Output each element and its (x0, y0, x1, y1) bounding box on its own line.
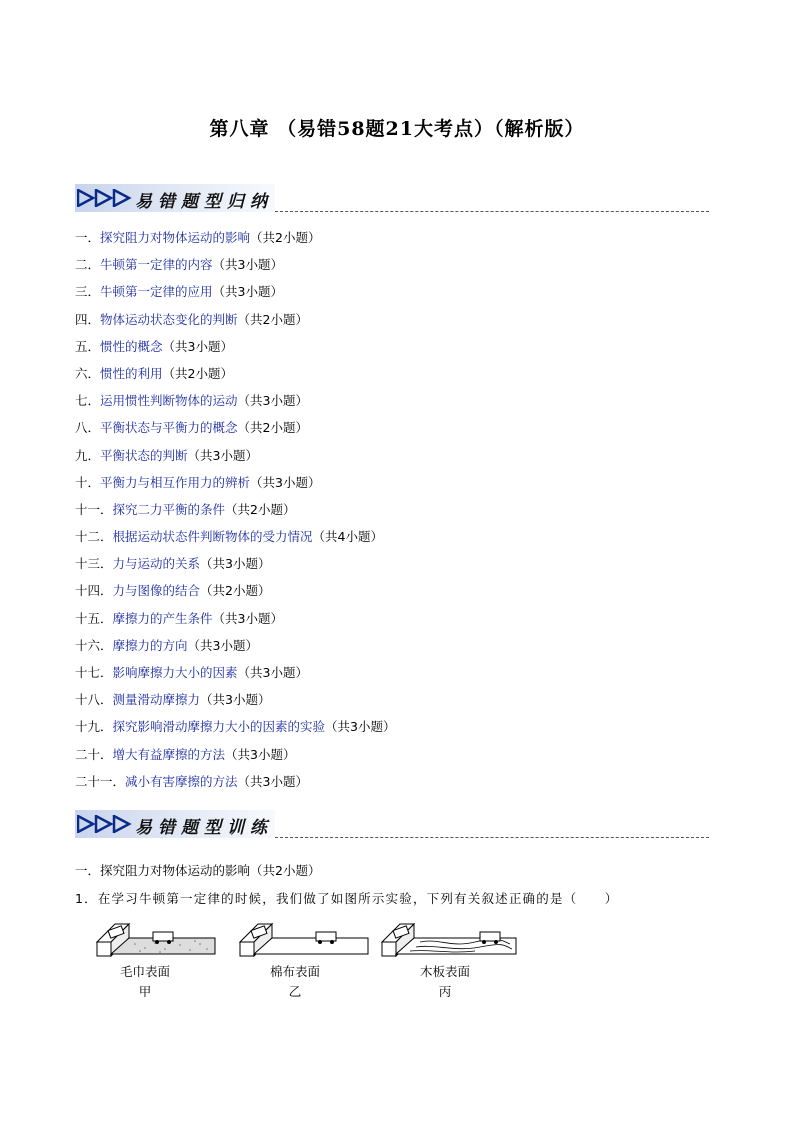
toc-item-num: 十四． (75, 583, 113, 599)
toc-item-text: 平衡力与相互作用力的辨析 (100, 474, 251, 490)
toc-item (75, 664, 395, 691)
toc-item-count: （共3小题） (250, 474, 321, 490)
banner-summary-label: 易错题型归纳 (135, 192, 273, 212)
toc-item (75, 447, 395, 474)
toc-item-count: （共3小题） (225, 746, 296, 762)
banner-summary (75, 184, 709, 218)
figure-3-label: 丙 (438, 984, 452, 999)
toc-item-num: 十三． (75, 556, 113, 572)
toc-item-text: 平衡状态的判断 (100, 447, 188, 463)
toc-item-num: 十八． (75, 692, 113, 708)
toc-list (75, 229, 395, 800)
toc-item (75, 365, 395, 392)
toc-item-num: 十一． (75, 501, 113, 517)
toc-item (75, 746, 395, 773)
divider (275, 211, 709, 212)
toc-item-count: （共2小题） (200, 583, 271, 599)
toc-item-count: （共2小题） (225, 501, 296, 517)
toc-item-num: 八． (75, 420, 101, 436)
toc-item-count: （共3小题） (200, 692, 271, 708)
question-1: 1．在学习牛顿第一定律的时候，我们做了如图所示实验，下列有关叙述正确的是（ ） (75, 891, 619, 906)
toc-item-text: 探究二力平衡的条件 (112, 501, 226, 517)
toc-item-count: （共3小题） (237, 393, 308, 409)
toc-item-num: 二十一． (75, 773, 126, 789)
toc-item-num: 四． (75, 311, 101, 327)
triple-arrow-icon (77, 815, 133, 833)
toc-item-text: 惯性的利用 (100, 365, 163, 381)
toc-item-count: （共3小题） (237, 665, 308, 680)
toc-item (75, 555, 395, 582)
toc-item-num: 二十． (75, 746, 113, 762)
toc-item-num: 十九． (75, 719, 113, 735)
banner-training-label: 易错题型训练 (135, 818, 273, 838)
toc-item-num: 二． (75, 257, 101, 273)
toc-item-text: 运用惯性判断物体的运动 (100, 393, 238, 409)
toc-item (75, 311, 395, 338)
toc-item-text: 探究阻力对物体运动的影响 (100, 230, 251, 245)
figure-1-surface: 毛巾表面 (119, 964, 170, 979)
toc-item-num: 十五． (75, 610, 113, 626)
toc-item-num: 一． (75, 230, 101, 245)
toc-item-count: （共3小题） (212, 284, 283, 300)
toc-item-count: （共3小题） (162, 338, 233, 354)
toc-item-num: 十六． (75, 637, 113, 653)
figure-2-surface: 棉布表面 (269, 964, 320, 979)
toc-item-count: （共2小题） (162, 365, 233, 381)
toc-item-num: 七． (75, 393, 101, 409)
toc-item-count: （共2小题） (237, 311, 308, 327)
toc-item (75, 419, 395, 446)
banner-training (75, 810, 709, 844)
towel-ramp-figure (95, 920, 220, 960)
triple-arrow-icon (77, 189, 133, 207)
toc-item (75, 283, 395, 310)
toc-item-num: 三． (75, 284, 101, 300)
divider (275, 837, 709, 838)
toc-item-num: 九． (75, 447, 101, 463)
toc-item (75, 229, 395, 256)
toc-item-text: 增大有益摩擦的方法 (112, 746, 226, 762)
toc-item (75, 474, 395, 501)
toc-item-text: 减小有害摩擦的方法 (125, 773, 238, 789)
cotton-ramp-figure (238, 920, 373, 960)
toc-item-text: 物体运动状态变化的判断 (100, 311, 238, 327)
figure-3-surface: 木板表面 (419, 964, 470, 979)
toc-item-count: （共3小题） (187, 447, 258, 463)
toc-item-count: （共2小题） (250, 230, 321, 245)
toc-item (75, 637, 395, 664)
toc-item-text: 摩擦力的产生条件 (112, 610, 213, 626)
figure-2-label: 乙 (288, 984, 302, 999)
toc-item-num: 五． (75, 338, 101, 354)
toc-item (75, 718, 395, 745)
toc-item (75, 338, 395, 365)
toc-item-num: 十二． (75, 529, 113, 545)
toc-item (75, 691, 395, 718)
toc-item-count: （共3小题） (187, 637, 258, 653)
toc-item (75, 256, 395, 283)
toc-item (75, 773, 395, 800)
toc-item-count: （共4小题） (312, 529, 383, 545)
toc-item (75, 528, 395, 555)
toc-item-text: 力与图像的结合 (112, 583, 201, 599)
toc-item-text: 探究影响滑动摩擦力大小的因素的实验 (112, 719, 326, 735)
toc-item-text: 摩擦力的方向 (112, 637, 188, 653)
toc-item-count: （共3小题） (237, 773, 308, 789)
toc-item-text: 惯性的概念 (100, 338, 163, 354)
toc-item-text: 根据运动状态件判断物体的受力情况 (112, 529, 313, 545)
toc-item-count: （共2小题） (237, 420, 308, 436)
toc-item-num: 六． (75, 365, 101, 381)
toc-item-text: 平衡状态与平衡力的概念 (100, 420, 238, 436)
toc-item-num: 十七． (75, 665, 113, 680)
section-heading: 一．探究阻力对物体运动的影响（共2小题） (75, 863, 321, 878)
page-title: 第八章 （易错58题21大考点）（解析版） (209, 118, 585, 140)
toc-item-text: 牛顿第一定律的内容 (100, 257, 213, 273)
toc-item-count: （共3小题） (325, 719, 396, 735)
figure-1-label: 甲 (138, 984, 152, 999)
toc-item-count: （共3小题） (200, 556, 271, 572)
toc-item-count: （共3小题） (212, 610, 283, 626)
wood-ramp-figure (380, 920, 520, 960)
toc-item-count: （共3小题） (212, 257, 283, 273)
toc-item (75, 610, 395, 637)
toc-item-text: 力与运动的关系 (112, 556, 201, 572)
toc-item (75, 582, 395, 609)
toc-item (75, 392, 395, 419)
toc-item-text: 影响摩擦力大小的因素 (112, 665, 238, 680)
toc-item-text: 测量滑动摩擦力 (112, 692, 201, 708)
toc-item (75, 501, 395, 528)
toc-item-num: 十． (75, 474, 101, 490)
toc-item-text: 牛顿第一定律的应用 (100, 284, 213, 300)
